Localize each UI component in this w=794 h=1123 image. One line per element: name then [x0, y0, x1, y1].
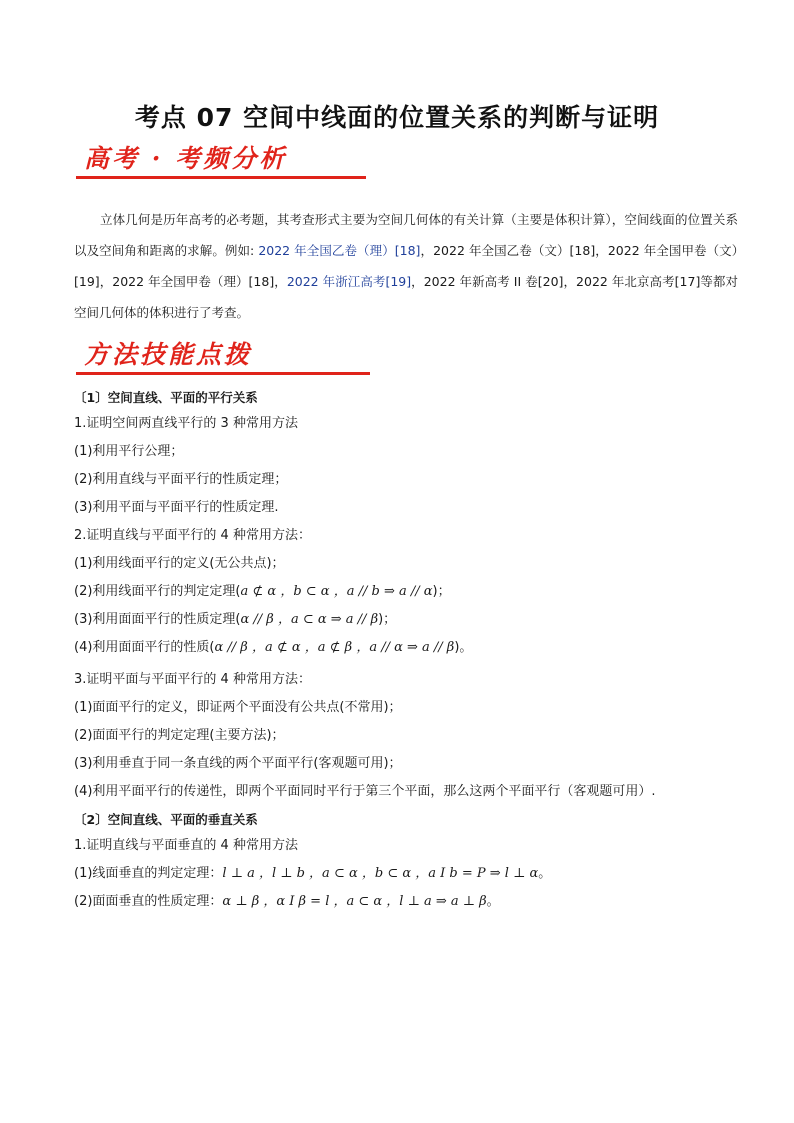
- line-text: (3)利用垂直于同一条直线的两个平面平行(客观题可用)；: [74, 756, 402, 771]
- intro-reference-link: 2022 年浙江高考[19]: [286, 274, 412, 289]
- line-text: (1)面面平行的定义，即证两个平面没有公共点(不常用)；: [74, 700, 402, 715]
- math-expression: α ⊥ β ，α I β = l ，a ⊂ α ，l ⊥ a ⇒ a ⊥ β: [222, 894, 487, 909]
- intro-text-1: 立体几何是历年高考的必考题，其考查形式主要为空间几何体的有关计算（主要是体积计算），空间线面的位置关系以及空间角和距离的求解。例如:: [74, 212, 738, 258]
- content-line: [74, 414, 754, 434]
- math-expression: l ⊥ a ，l ⊥ b ，a ⊂ α ，b ⊂ α ，a I b = P ⇒ l ⊥ α: [222, 866, 539, 881]
- section-heading: [74, 388, 754, 408]
- intro-text-3: ，2022 年新高考 II 卷[20]，2022 年北京高考[17]等都对空间几何体的体积进行了考查。: [74, 274, 738, 320]
- line-text: (4)利用平面平行的传递性，即两个平面同时平行于第三个平面，那么这两个平面平行（客观题可用）.: [74, 784, 656, 799]
- page-title: 考点 07 空间中线面的位置关系的判断与证明: [134, 103, 660, 132]
- line-tail: 。: [538, 866, 552, 881]
- intro-paragraph: [74, 204, 738, 328]
- content-line: [74, 892, 754, 912]
- content-line: [74, 470, 754, 490]
- content-line: [74, 442, 754, 462]
- method-list: [74, 388, 754, 920]
- line-tail: )；: [378, 612, 397, 627]
- content-line: [74, 670, 754, 690]
- line-text: (3)利用平面与平面平行的性质定理.: [74, 500, 279, 515]
- math-expression: a ⊄ α ，b ⊂ α ，a // b ⇒ a // α: [240, 584, 433, 599]
- line-text: (2)利用线面平行的判定定理(: [74, 584, 241, 599]
- line-text: 3.证明平面与平面平行的 4 种常用方法：: [74, 672, 311, 687]
- math-expression: α // β ，a ⊂ α ⇒ a // β: [240, 612, 379, 627]
- line-text: (2)利用直线与平面平行的性质定理；: [74, 472, 288, 487]
- line-text: (2)面面垂直的性质定理：: [74, 894, 223, 909]
- line-text: 〔2〕空间直线、平面的垂直关系: [74, 812, 258, 827]
- line-text: (1)利用线面平行的定义(无公共点)；: [74, 556, 285, 571]
- banner-label: 高考 · 考频分析: [84, 144, 288, 173]
- content-line: [74, 782, 754, 802]
- intro-text-2: ，2022 年全国乙卷（文）[18]，2022 年全国甲卷（文）[19]，2022 年全国甲卷（理）[18]，: [74, 243, 738, 289]
- content-line: [74, 582, 754, 602]
- line-tail: )；: [432, 584, 451, 599]
- content-line: [74, 526, 754, 546]
- banner-underline: [76, 176, 366, 179]
- banner-label: 方法技能点拨: [84, 340, 253, 369]
- line-text: 1.证明空间两直线平行的 3 种常用方法: [74, 416, 298, 431]
- content-line: [74, 638, 754, 658]
- line-text: (2)面面平行的判定定理(主要方法)；: [74, 728, 285, 743]
- line-text: 2.证明直线与平面平行的 4 种常用方法：: [74, 528, 311, 543]
- line-text: (1)利用平行公理；: [74, 444, 184, 459]
- line-text: 〔1〕空间直线、平面的平行关系: [74, 390, 258, 405]
- content-line: [74, 726, 754, 746]
- content-line: [74, 864, 754, 884]
- intro-reference-link: 2022 年全国乙卷（理）[18]: [258, 243, 421, 258]
- section-banner-exam-analysis: [76, 144, 366, 179]
- content-line: [74, 498, 754, 518]
- content-line: [74, 698, 754, 718]
- line-text: 1.证明直线与平面垂直的 4 种常用方法: [74, 838, 298, 853]
- section-heading: [74, 810, 754, 830]
- content-line: [74, 610, 754, 630]
- line-text: (1)线面垂直的判定定理：: [74, 866, 223, 881]
- line-text: (3)利用面面平行的性质定理(: [74, 612, 241, 627]
- math-expression: α // β ，a ⊄ α ，a ⊄ β ，a // α ⇒ a // β: [214, 640, 455, 655]
- line-tail: 。: [486, 894, 500, 909]
- line-text: (4)利用面面平行的性质(: [74, 640, 215, 655]
- content-line: [74, 554, 754, 574]
- banner-underline: [76, 372, 370, 375]
- line-tail: )。: [454, 640, 473, 655]
- section-banner-method-tips: [76, 340, 370, 375]
- content-line: [74, 836, 754, 856]
- content-line: [74, 754, 754, 774]
